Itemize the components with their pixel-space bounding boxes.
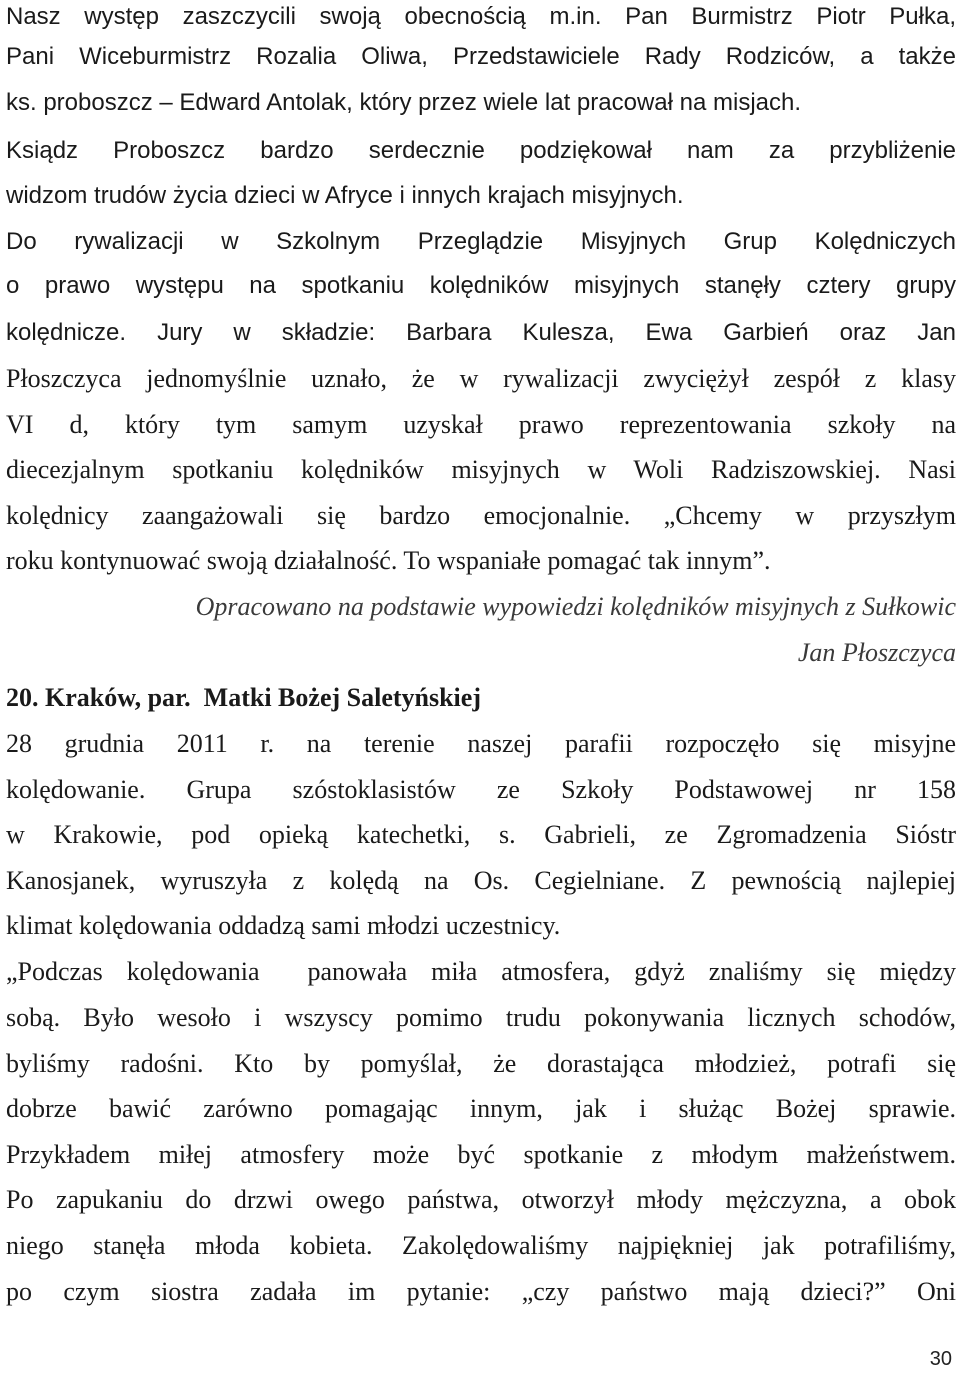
text-line: klimat kolędowania oddadzą sami młodzi uczestnicy.	[6, 911, 561, 940]
text-line: niego stanęła młoda kobieta. Zakolędowaliśmy najpiękniej jak potrafiliśmy,	[6, 1231, 956, 1260]
text-line: Po zapukaniu do drzwi owego państwa, otworzył młody mężczyzna, a obok	[6, 1185, 956, 1214]
text-line: ks. proboszcz – Edward Antolak, który przez wiele lat pracował na misjach.	[6, 89, 802, 116]
text-line: VI d, który tym samym uzyskał prawo reprezentowania szkoły na	[6, 410, 956, 439]
text-line: kolędnicze. Jury w składzie: Barbara Kulesza, Ewa Garbień oraz Jan	[6, 319, 956, 346]
author-signature: Jan Płoszczyca	[797, 638, 956, 667]
text-line: roku kontynuować swoją działalność. To wspaniałe pomagać tak innym”.	[6, 546, 771, 575]
text-line: Ksiądz Proboszcz bardzo serdecznie podziękował nam za przybliżenie	[6, 137, 956, 164]
text-line: Pani Wiceburmistrz Rozalia Oliwa, Przedstawiciele Rady Rodziców, a także	[6, 43, 956, 70]
text-line: widzom trudów życia dzieci w Afryce i innych krajach misyjnych.	[6, 182, 684, 209]
text-line: diecezjalnym spotkaniu kolędników misyjnych w Woli Radziszowskiej. Nasi	[6, 455, 956, 484]
text-line: Płoszczyca jednomyślnie uznało, że w rywalizacji zwyciężył zespół z klasy	[6, 364, 956, 393]
text-line: „Podczas kolędowania panowała miła atmosfera, gdyż znaliśmy się między	[6, 957, 956, 986]
text-line: Przykładem miłej atmosfery może być spotkanie z młodym małżeństwem.	[6, 1140, 956, 1169]
source-attribution: Opracowano na podstawie wypowiedzi kolędników misyjnych z Sułkowic	[195, 592, 956, 621]
text-line: byliśmy radośni. Kto by pomyślał, że dorastająca młodzież, potrafi się	[6, 1049, 956, 1078]
text-line: Nasz występ zaszczycili swoją obecnością m.in. Pan Burmistrz Piotr Pułka,	[6, 3, 956, 30]
text-line: kolędnicy zaangażowali się bardzo emocjonalnie. „Chcemy w przyszłym	[6, 501, 956, 530]
text-line: sobą. Było wesoło i wszyscy pomimo trudu pokonywania licznych schodów,	[6, 1003, 956, 1032]
text-line: Do rywalizacji w Szkolnym Przeglądzie Misyjnych Grup Kolędniczych	[6, 228, 956, 255]
text-line: 28 grudnia 2011 r. na terenie naszej parafii rozpoczęło się misyjne	[6, 729, 956, 758]
text-line: w Krakowie, pod opieką katechetki, s. Gabrieli, ze Zgromadzenia Sióstr	[6, 820, 956, 849]
page-number: 30	[929, 1348, 952, 1370]
text-line: Kanosjanek, wyruszyła z kolędą na Os. Cegielniane. Z pewnością najlepiej	[6, 866, 956, 895]
text-line: kolędowanie. Grupa szóstoklasistów ze Szkoły Podstawowej nr 158	[6, 775, 956, 804]
text-line: po czym siostra zadała im pytanie: „czy państwo mają dzieci?” Oni	[6, 1277, 956, 1306]
text-line: dobrze bawić zarówno pomagając innym, jak i służąc Bożej sprawie.	[6, 1094, 956, 1123]
section-heading: 20. Kraków, par. Matki Bożej Saletyńskiej	[6, 683, 481, 712]
text-line: o prawo występu na spotkaniu kolędników misyjnych stanęły cztery grupy	[6, 272, 956, 299]
